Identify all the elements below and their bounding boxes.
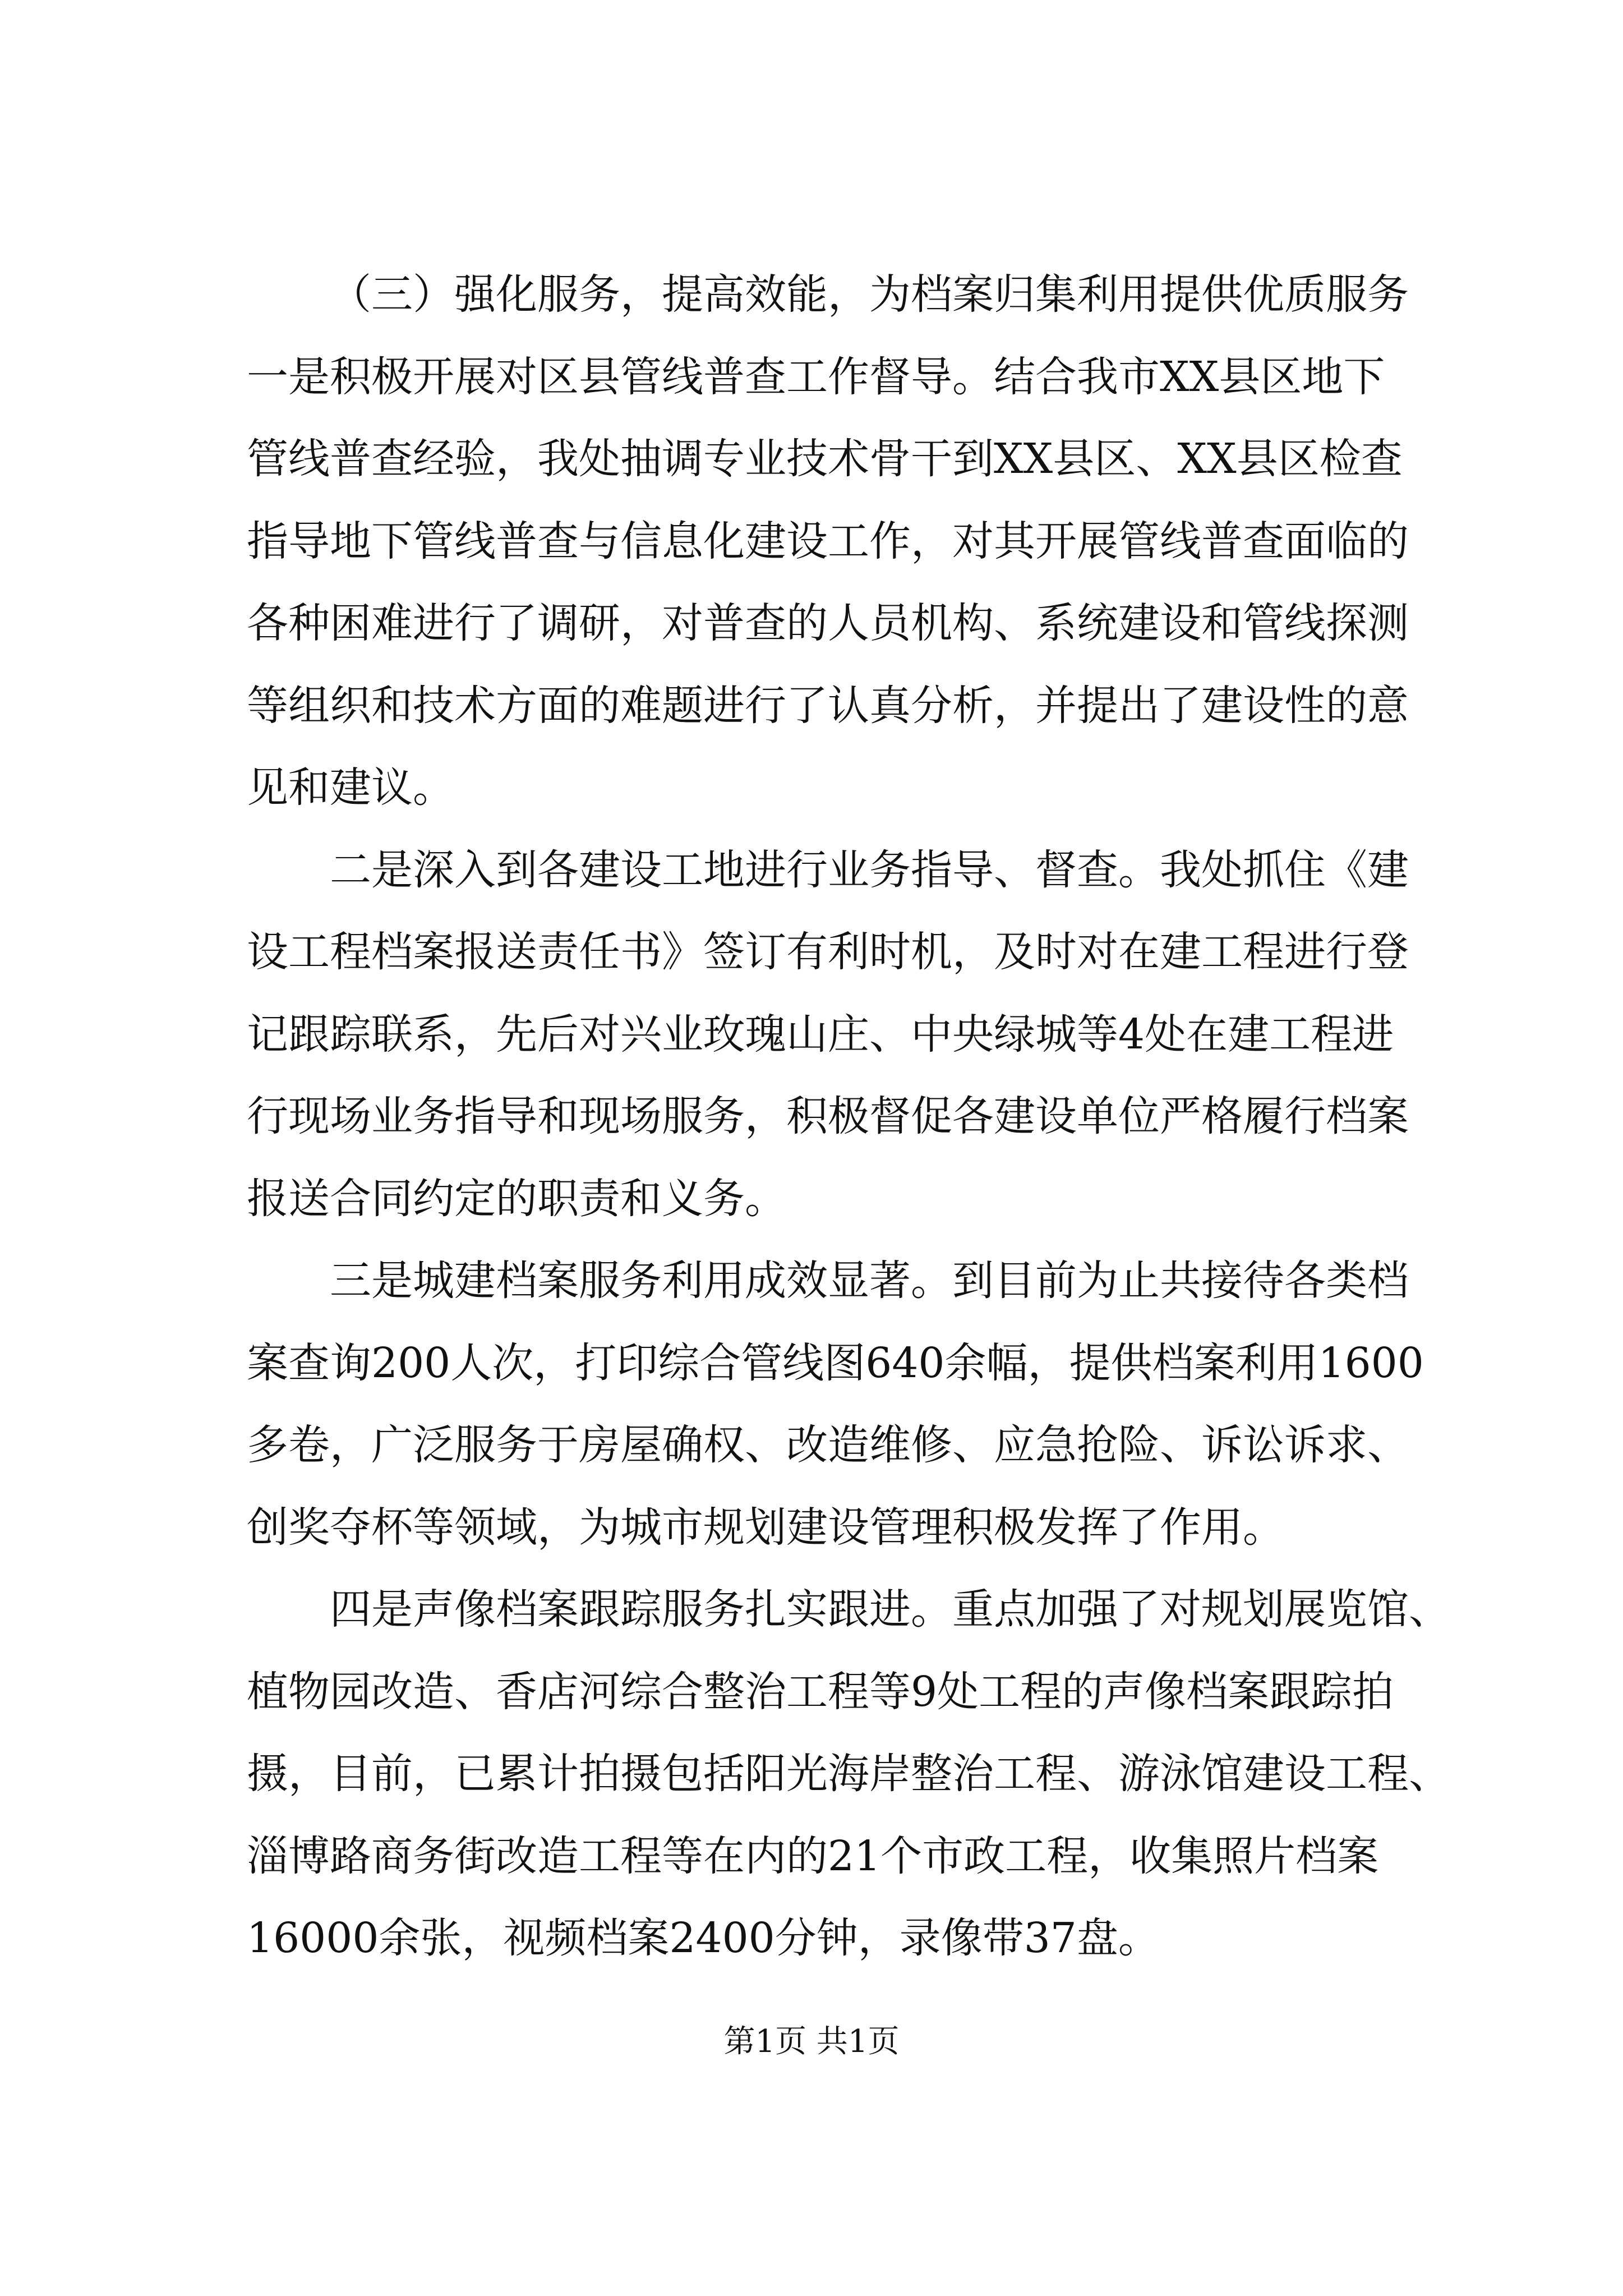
text-line: 淄博路商务街改造工程等在内的21个市政工程，收集照片档案 [247,1832,1379,1880]
text-line: 摄，目前，已累计拍摄包括阳光海岸整治工程、游泳馆建设工程、 [247,1750,1450,1798]
page-footer: 第1页 共1页 [723,2023,900,2060]
text-line: （三）强化服务，提高效能，为档案归集利用提供优质服务 [330,270,1409,319]
text-line: 三是城建档案服务利用成效显著。到目前为止共接待各类档 [330,1257,1409,1305]
text-line: 报送合同约定的职责和义务。 [247,1174,786,1223]
text-line: 记跟踪联系，先后对兴业玫瑰山庄、中央绿城等4处在建工程进 [247,1010,1394,1059]
text-line: 行现场业务指导和现场服务，积极督促各建设单位严格履行档案 [247,1092,1409,1140]
paragraph-pipeline-survey [247,336,1413,829]
text-line: 管线普查经验，我处抽调专业技术骨干到XX县区、XX县区检查 [247,435,1403,483]
paragraph-audiovisual-archive [247,1568,1450,1980]
text-line: 各种困难进行了调研，对普查的人员机构、系统建设和管线探测 [247,599,1409,647]
text-line: 四是声像档案跟踪服务扎实跟进。重点加强了对规划展览馆、 [330,1585,1450,1634]
text-line: 创奖夺杯等领域，为城市规划建设管理积极发挥了作用。 [247,1503,1284,1552]
text-line: 一是积极开展对区县管线普查工作督导。结合我市XX县区地下 [247,352,1385,401]
paragraph-heading [247,254,1413,336]
text-line: 见和建议。 [247,763,454,812]
text-line: 等组织和技术方面的难题进行了认真分析，并提出了建设性的意 [247,681,1409,730]
document-body [247,254,1450,1980]
text-line: 植物园改造、香店河综合整治工程等9处工程的声像档案跟踪拍 [247,1667,1394,1716]
text-line: 设工程档案报送责任书》签订有利时机，及时对在建工程进行登 [247,928,1409,976]
paragraph-site-guidance [247,829,1413,1240]
text-line: 指导地下管线普查与信息化建设工作，对其开展管线普查面临的 [247,517,1409,565]
text-line: 二是深入到各建设工地进行业务指导、督查。我处抓住《建 [330,845,1409,894]
text-line: 多卷，广泛服务于房屋确权、改造维修、应急抢险、诉讼诉求、 [247,1421,1409,1469]
paragraph-archive-service [247,1240,1424,1568]
text-line: 16000余张，视频档案2400分钟，录像带37盘。 [247,1914,1160,1962]
text-line: 案查询200人次，打印综合管线图640余幅，提供档案利用1600 [247,1338,1424,1387]
